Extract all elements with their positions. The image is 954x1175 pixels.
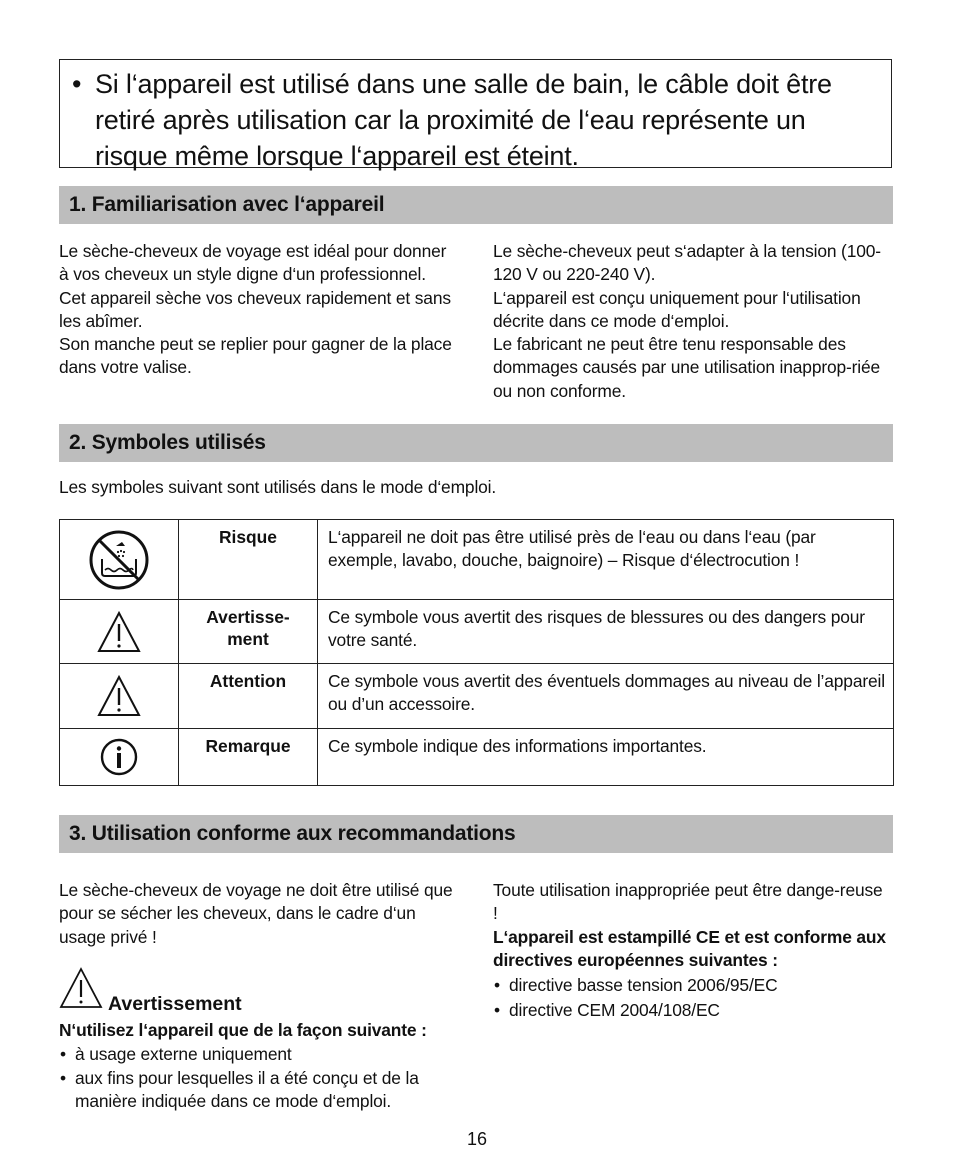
section-1-right-paragraph: Le fabricant ne peut être tenu responsable des dommages causés par une utilisation inapprop-riée ou non conforme.	[493, 334, 881, 401]
warning-title: Avertissement	[108, 993, 242, 1015]
table-row	[60, 520, 894, 600]
section-1-left-paragraph: Cet appareil sèche vos cheveux rapidement et sans les abîmer.	[59, 287, 451, 331]
symbol-label: Attention	[179, 664, 318, 729]
table-row	[60, 600, 894, 664]
symbol-description: Ce symbole indique des informations importantes.	[318, 729, 894, 786]
section-3-heading: 3. Utilisation conforme aux recommandations	[59, 815, 893, 853]
callout-bullet: •	[72, 69, 82, 99]
symbol-description: L‘appareil ne doit pas être utilisé près de l‘eau ou dans l‘eau (par exemple, lavabo, douche, baignoire) – Risque d‘électrocution !	[318, 520, 894, 600]
symbols-table	[59, 519, 894, 786]
symbol-description: Ce symbole vous avertit des éventuels dommages au niveau de l’appareil ou d’un accessoire.	[318, 664, 894, 729]
section-3-right-intro: Toute utilisation inappropriée peut être dange-reuse !	[493, 880, 883, 924]
section-1-right-paragraph: Le sèche-cheveux peut s‘adapter à la tension (100-120 V ou 220-240 V).	[493, 241, 881, 285]
no-water-icon	[88, 529, 150, 591]
symbol-description: Ce symbole vous avertit des risques de blessures ou des dangers pour votre santé.	[318, 600, 894, 664]
list-item: • directive basse tension 2006/95/EC	[493, 973, 893, 998]
section-1-heading: 1. Familiarisation avec l‘appareil	[59, 186, 893, 224]
warning-triangle-icon	[97, 674, 141, 718]
section-2-intro: Les symboles suivant sont utilisés dans le mode d‘emploi.	[59, 477, 497, 497]
section-1-right-paragraph: L‘appareil est conçu uniquement pour l‘utilisation décrite dans ce mode d‘emploi.	[493, 287, 861, 331]
section-1-right-column	[493, 240, 893, 403]
symbol-label: Avertisse-ment	[179, 600, 318, 664]
symbol-icon-cell	[60, 729, 179, 786]
warning-list	[59, 1043, 459, 1114]
table-row	[60, 664, 894, 729]
list-item: • aux fins pour lesquelles il a été conçu et de la manière indiquée dans ce mode d‘emploi.	[59, 1067, 459, 1114]
symbol-icon-cell	[60, 520, 179, 600]
warning-triangle-icon	[97, 610, 141, 654]
section-1-left-paragraph: Le sèche-cheveux de voyage est idéal pour donner à vos cheveux un style digne d‘un professionnel.	[59, 241, 447, 285]
safety-callout-box	[59, 59, 892, 171]
section-1-left-column	[59, 240, 454, 380]
symbol-label: Remarque	[179, 729, 318, 786]
warning-triangle-icon	[59, 967, 103, 1009]
symbol-icon-cell	[60, 664, 179, 729]
section-1-left-paragraph: Son manche peut se replier pour gagner de la place dans votre valise.	[59, 334, 452, 378]
list-item: • directive CEM 2004/108/EC	[493, 998, 893, 1023]
list-item: • à usage externe uniquement	[59, 1043, 459, 1067]
symbol-icon-cell	[60, 600, 179, 664]
table-row	[60, 729, 894, 786]
symbol-label: Risque	[179, 520, 318, 600]
ce-conformity-text: L‘appareil est estampillé CE et est conforme aux directives européennes suivantes :	[493, 927, 886, 971]
callout-text: Si l‘appareil est utilisé dans une salle de bain, le câble doit être retiré après utilisation car la proximité de l‘eau représente un risque même lorsque l‘appareil est éteint.	[95, 69, 832, 171]
section-2-heading: 2. Symboles utilisés	[59, 424, 893, 462]
section-3-left-intro: Le sèche-cheveux de voyage ne doit être utilisé que pour se sécher les cheveux, dans le cadre d‘un usage privé !	[59, 880, 453, 947]
page-number: 16	[466, 1129, 488, 1149]
warning-lead: N‘utilisez l‘appareil que de la façon suivante :	[59, 1020, 427, 1040]
directives-list	[493, 973, 893, 1023]
info-icon	[99, 737, 139, 777]
